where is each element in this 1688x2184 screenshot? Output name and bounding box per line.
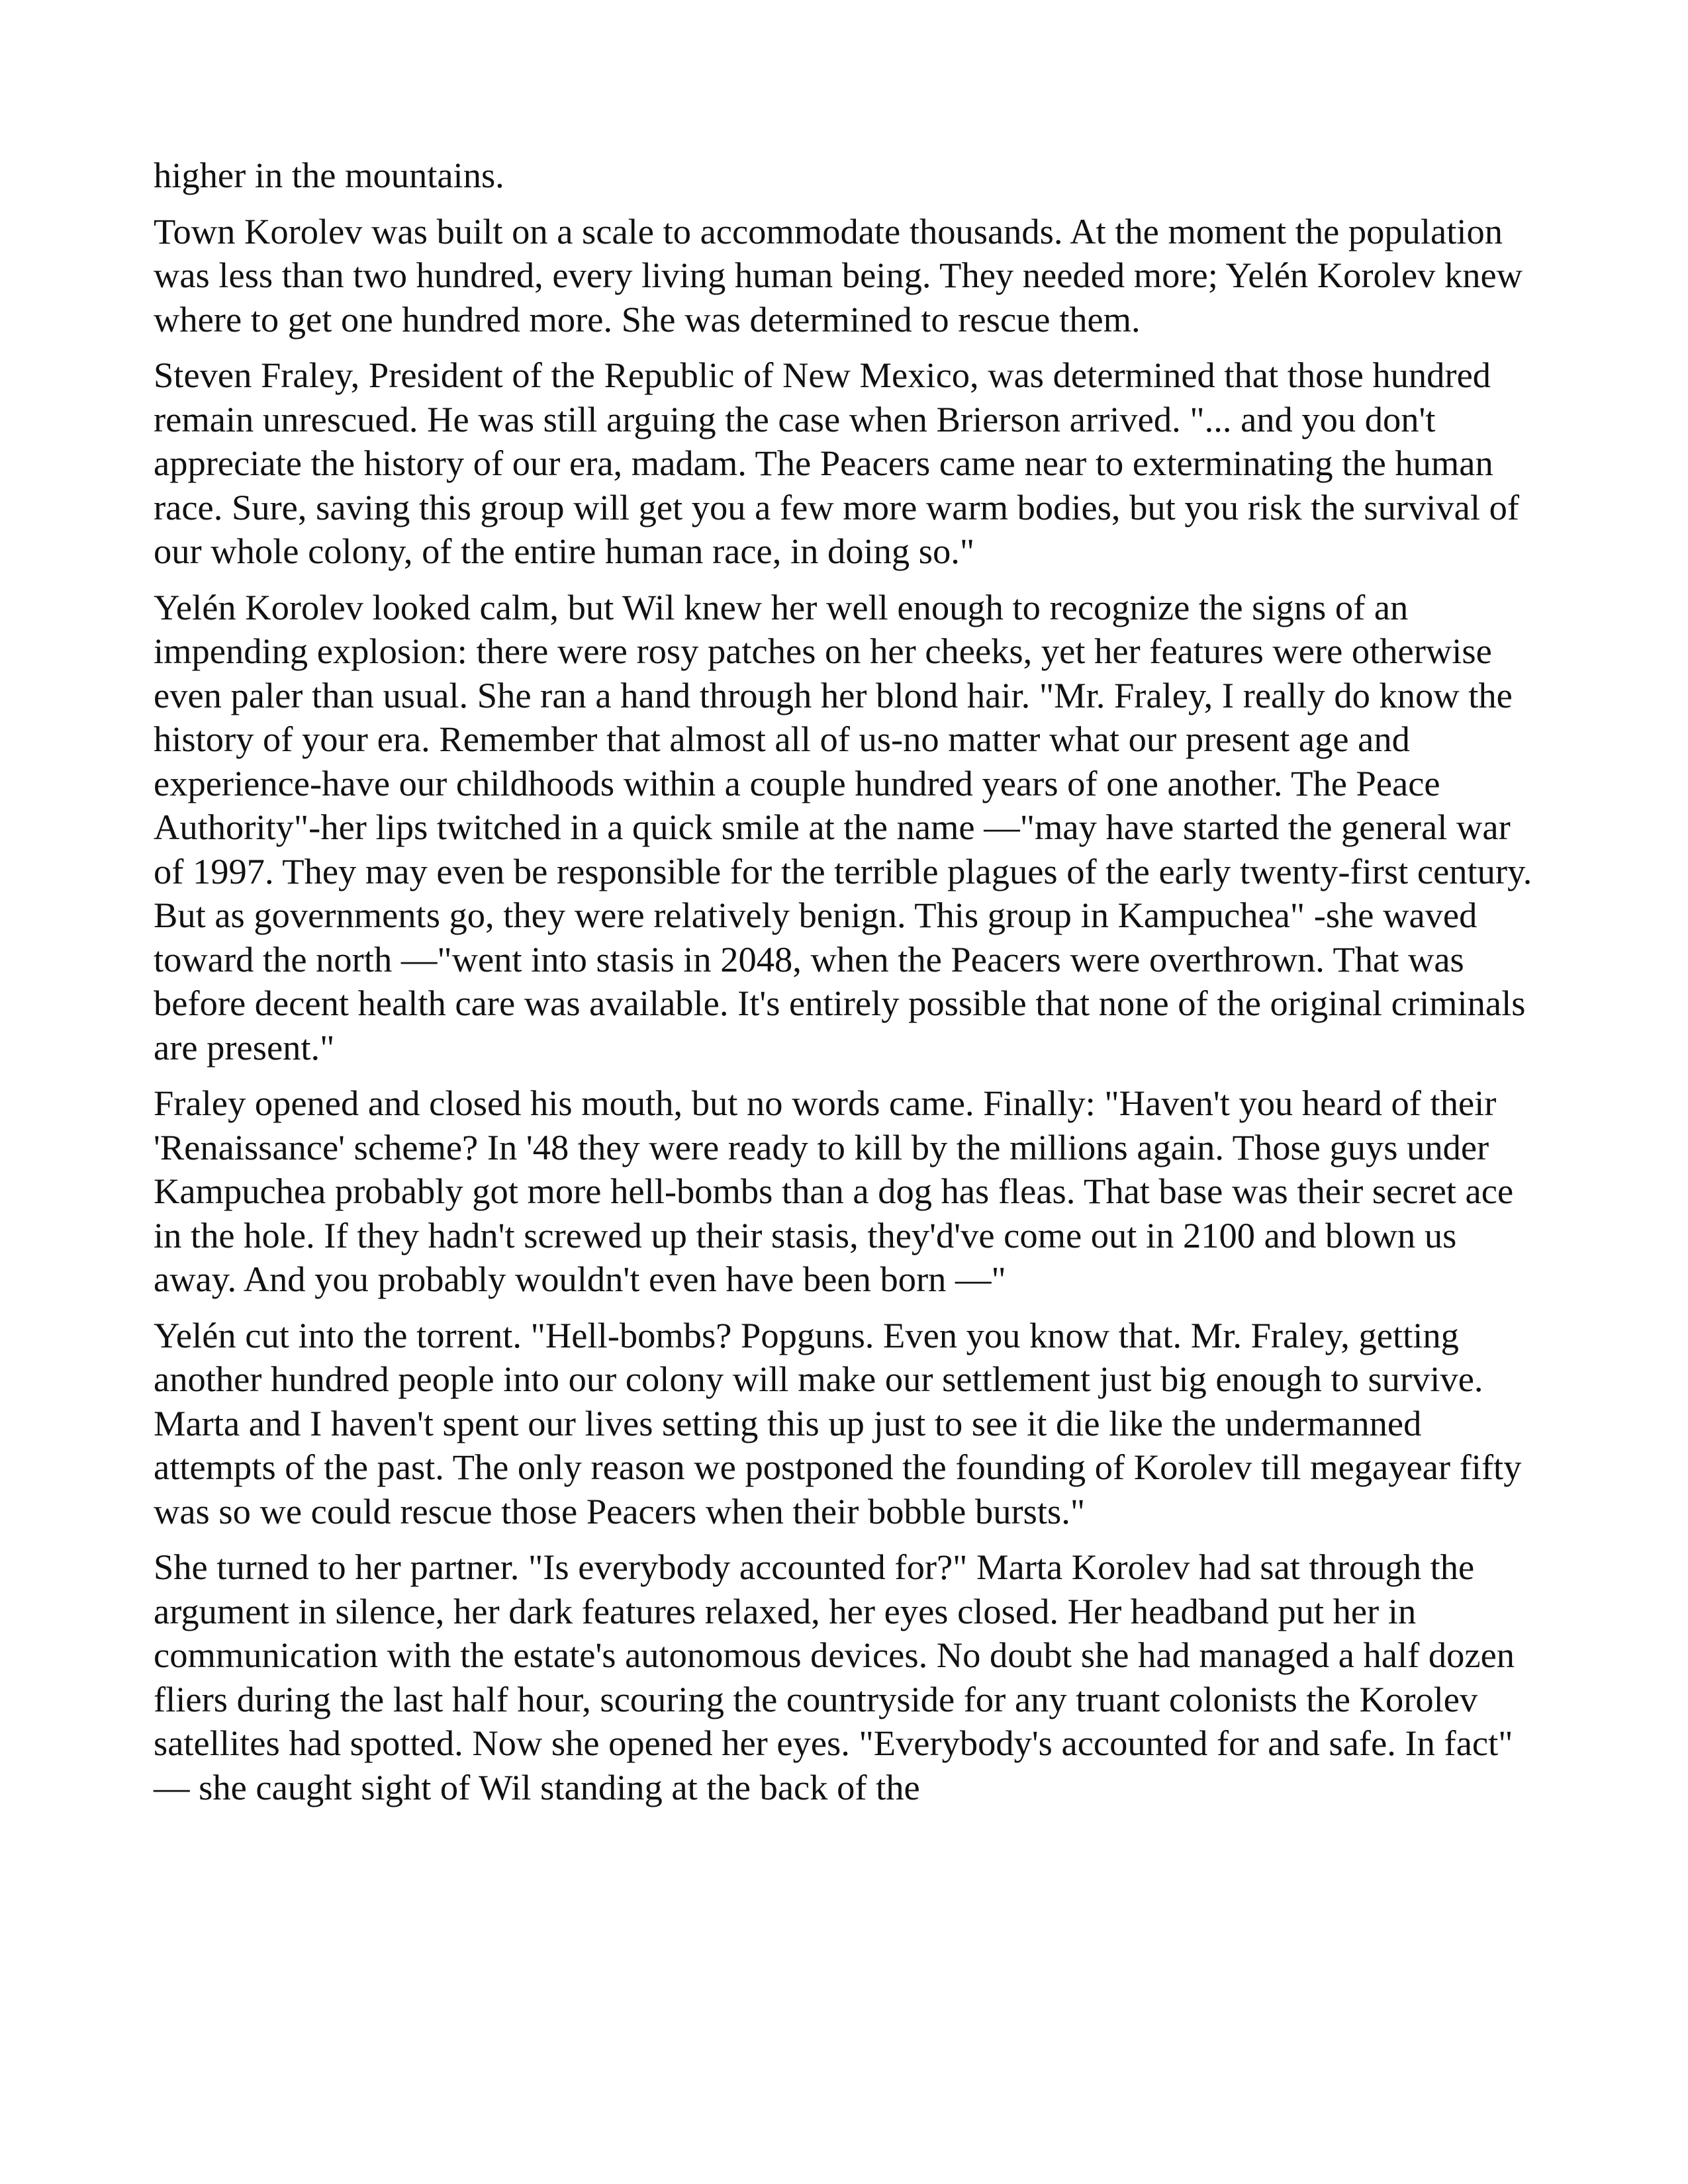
paragraph-3: Steven Fraley, President of the Republic of New Mexico, was determined that those hundred remain unrescued. He was still arguing the case when Brierson arrived. "... and you don't appreciate the history of our era, madam. The Peacers came near to exterminating the human race. Sure, saving this group will get you a few more warm bodies, but you risk the survival of our whole colony, of the entire human race, in doing so." xyxy=(154,355,1519,571)
paragraph-1: higher in the mountains. xyxy=(154,155,504,195)
body-text xyxy=(154,154,1534,1821)
paragraph-7: She turned to her partner. "Is everybody accounted for?" Marta Korolev had sat through the argument in silence, her dark features relaxed, her eyes closed. Her headband put her in communication with the estate's autonomous devices. No doubt she had managed a half dozen fliers during the last half hour, scouring the countryside for any truant colonists the Korolev satellites had spotted. Now she opened her eyes. "Everybody's accounted for and safe. In fact" — she caught sight of Wil standing at the back of the xyxy=(154,1547,1515,1807)
paragraph-5: Fraley opened and closed his mouth, but no words came. Finally: "Haven't you heard of their 'Renaissance' scheme? In '48 they were ready to kill by the millions again. Those guys under Kampuchea probably got more hell-bombs than a dog has fleas. That base was their secret ace in the hole. If they hadn't screwed up their stasis, they'd've come out in 2100 and blown us away. And you probably wouldn't even have been born —" xyxy=(154,1083,1514,1299)
paragraph-4: Yelén Korolev looked calm, but Wil knew her well enough to recognize the signs of an impending explosion: there were rosy patches on her cheeks, yet her features were otherwise even paler than usual. She ran a hand through her blond hair. "Mr. Fraley, I really do know the history of your era. Remember that almost all of us-no matter what our present age and experience-have our childhoods within a couple hundred years of one another. The Peace Authority"-her lips twitched in a quick smile at the name —"may have started the general war of 1997. They may even be responsible for the terrible plagues of the early twenty-first century. But as governments go, they were relatively benign. This group in Kampuchea" -she waved toward the north —"went into stasis in 2048, when the Peacers were overthrown. That was before decent health care was available. It's entirely possible that none of the original criminals are present." xyxy=(154,586,1532,1068)
paragraph-2: Town Korolev was built on a scale to accommodate thousands. At the moment the population was less than two hundred, every living human being. They needed more; Yelén Korolev knew where to get one hundred more. She was determined to rescue them. xyxy=(154,210,1523,340)
paragraph-6: Yelén cut into the torrent. "Hell-bombs? Popguns. Even you know that. Mr. Fraley, getting another hundred people into our colony will make our settlement just big enough to survive. Marta and I haven't spent our lives setting this up just to see it die like the undermanned attempts of the past. The only reason we postponed the founding of Korolev till megayear fifty was so we could rescue those Peacers when their bobble bursts." xyxy=(154,1314,1522,1531)
